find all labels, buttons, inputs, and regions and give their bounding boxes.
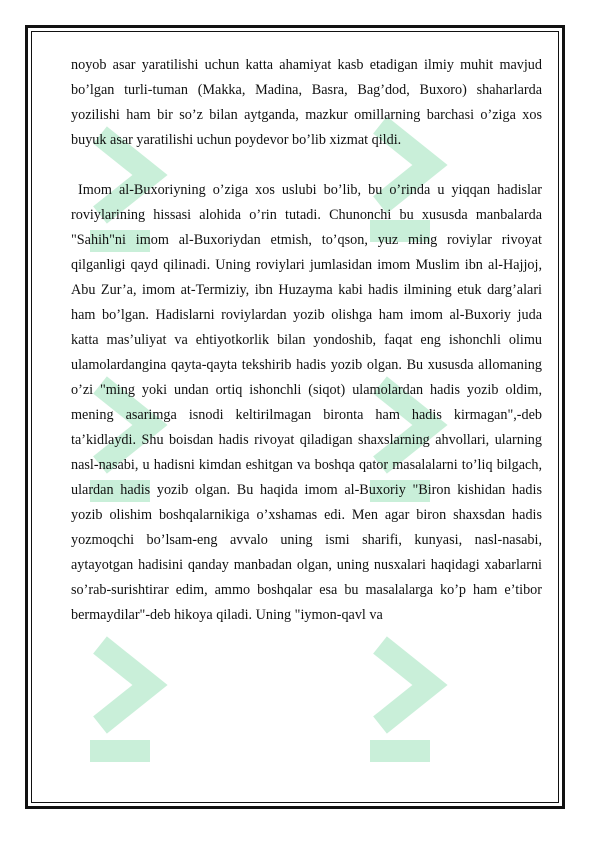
- paragraph: Imom al-Buxoriyning o’ziga xos uslubi bo’lib, bu o’rinda u yiqqan hadislar roviylarining hissasi alohida o’rin tutadi. Chunonchi bu xususda manbalarda "Sahih"ni imom al-Buxoriydan etmish, to’qson, yuz ming roviylar rivoyat qilganligi qayd qilinadi. Uning roviylari jumlasidan imom Muslim ibn al-Hajjoj, Abu Zur’a, imom at-Termiziy, ibn Huzayma kabi hadis ilmining etuk darg’alari ham bo’lgan. Hadislarni roviylardan yozib olishga ham imom al-Buxoriy juda katta mas’uliyat va ehtiyotkorlik bilan yondoshib, faqat eng ishonchli olimu ulamolardangina qayta-qayta tekshirib hadis yozib olgan. Bu xususda allomaning o’zi "ming yoki undan ortiq ishonchli (siqot) ulamolardan hadis yozib oldim, mening asarimga isnodi keltirilmagan bironta ham hadis kirmagan",-deb ta’kidlaydi. Shu boisdan hadis rivoyat qiladigan shaxslarning ahvollari, ularning nasl-nasabi, u hadisni kimdan eshitgan va boshqa qator masalalarni to’liq bilgach, ulardan hadis yozib olgan. Bu haqida imom al-Buxoriy "Biron kishidan hadis yozib olishim boshqalarnikiga o’xshamas edi. Men agar biron shaxsdan hadis yozmoqchi bo’lsam-eng avvalo uning ismi sharifi, kunyasi, nasl-nasabi, aytayotgan hadisini qanday manbadan olgan, uning nusxalari haqidagi xabarlarni so’rab-surishtirar edim, ammo boshqalar esa bu masalalarga ko’p ham e’tibor bermaydilar"-deb hikoya qiladi. Uning "iymon-qavl va: [71, 182, 546, 623]
- paragraph: noyob asar yaratilishi uchun katta ahamiyat kasb etadigan ilmiy muhit mavjud bo’lgan turli-tuman (Makka, Madina, Basra, Bag’dod, Buxoro) shaharlarda yozilishi ham bir so’z bilan aytganda, mazkur omillarning barchasi o’ziga xos buyuk asar yaratilishi uchun poydevor bo’lib xizmat qildi.: [71, 57, 542, 148]
- document-body: [71, 53, 546, 628]
